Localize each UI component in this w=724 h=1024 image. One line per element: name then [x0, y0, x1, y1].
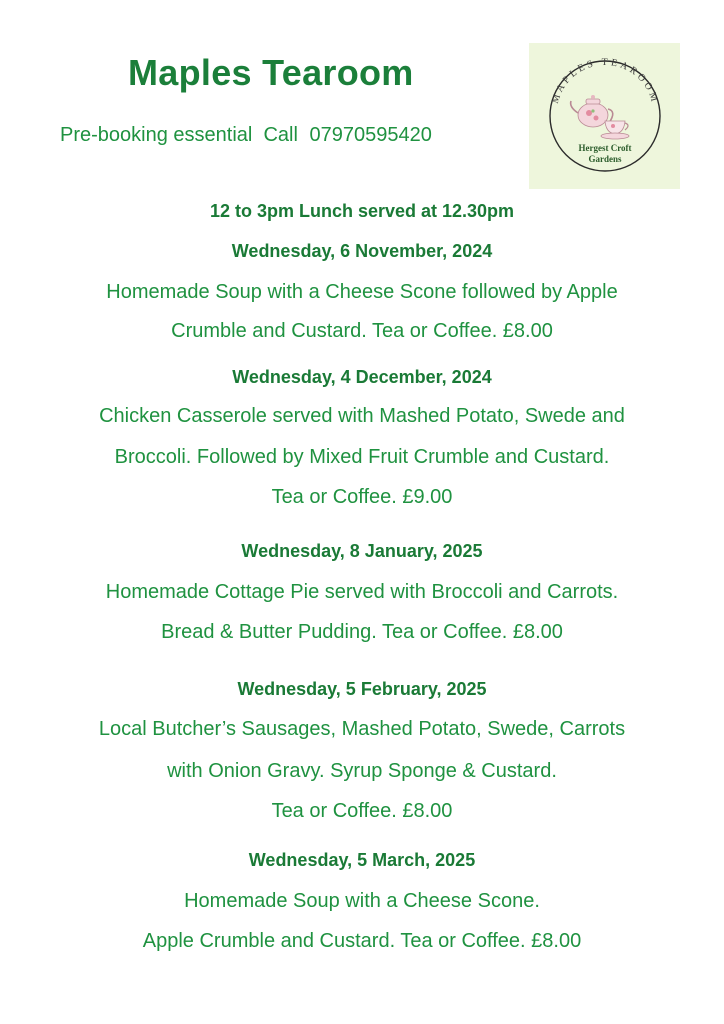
event-description-line: Broccoli. Followed by Mixed Fruit Crumble and Custard.	[114, 446, 610, 468]
event-description-line: Homemade Soup with a Cheese Scone.	[184, 890, 540, 912]
logo-subtitle-line1: Hergest Croft	[578, 143, 632, 153]
event-date: Wednesday, 8 January, 2025	[241, 541, 483, 561]
event-date: Wednesday, 6 November, 2024	[231, 241, 493, 261]
event-description-line: Homemade Soup with a Cheese Scone followed by Apple	[106, 281, 618, 303]
prebooking-text: Pre-booking essential	[60, 124, 253, 146]
event-date: Wednesday, 4 December, 2024	[232, 367, 492, 387]
event-description-line: with Onion Gravy. Syrup Sponge & Custard.	[167, 760, 557, 782]
event-description-line: Local Butcher’s Sausages, Mashed Potato, Swede, Carrots	[98, 718, 626, 740]
phone-number: 07970595420	[309, 124, 432, 146]
event-date: Wednesday, 5 February, 2025	[237, 679, 487, 699]
call-label: Call	[263, 124, 298, 146]
tearoom-logo-badge	[529, 43, 680, 189]
logo-subtitle-line2: Gardens	[588, 154, 622, 164]
prebooking-notice	[60, 124, 432, 147]
event-description-line: Chicken Casserole served with Mashed Potato, Swede and	[99, 405, 625, 427]
lunch-times: 12 to 3pm Lunch served at 12.30pm	[209, 201, 515, 221]
event-description-line: Homemade Cottage Pie served with Broccoli and Carrots.	[105, 581, 619, 603]
svg-text:MAPLES TEAROOM	[550, 57, 660, 106]
event-description-line: Apple Crumble and Custard. Tea or Coffee. £8.00	[142, 930, 582, 952]
event-description-line: Bread & Butter Pudding. Tea or Coffee. £8.00	[161, 621, 563, 643]
tearoom-logo	[529, 43, 680, 189]
event-description-line: Tea or Coffee. £9.00	[271, 486, 453, 508]
teapot-and-teacup-icon	[571, 95, 629, 139]
event-description-line: Tea or Coffee. £8.00	[271, 800, 453, 822]
logo-ring-text: MAPLES TEAROOM	[549, 56, 661, 106]
page-title: Maples Tearoom	[128, 52, 414, 93]
event-date: Wednesday, 5 March, 2025	[248, 850, 476, 870]
event-description-line: Crumble and Custard. Tea or Coffee. £8.00	[171, 320, 553, 342]
